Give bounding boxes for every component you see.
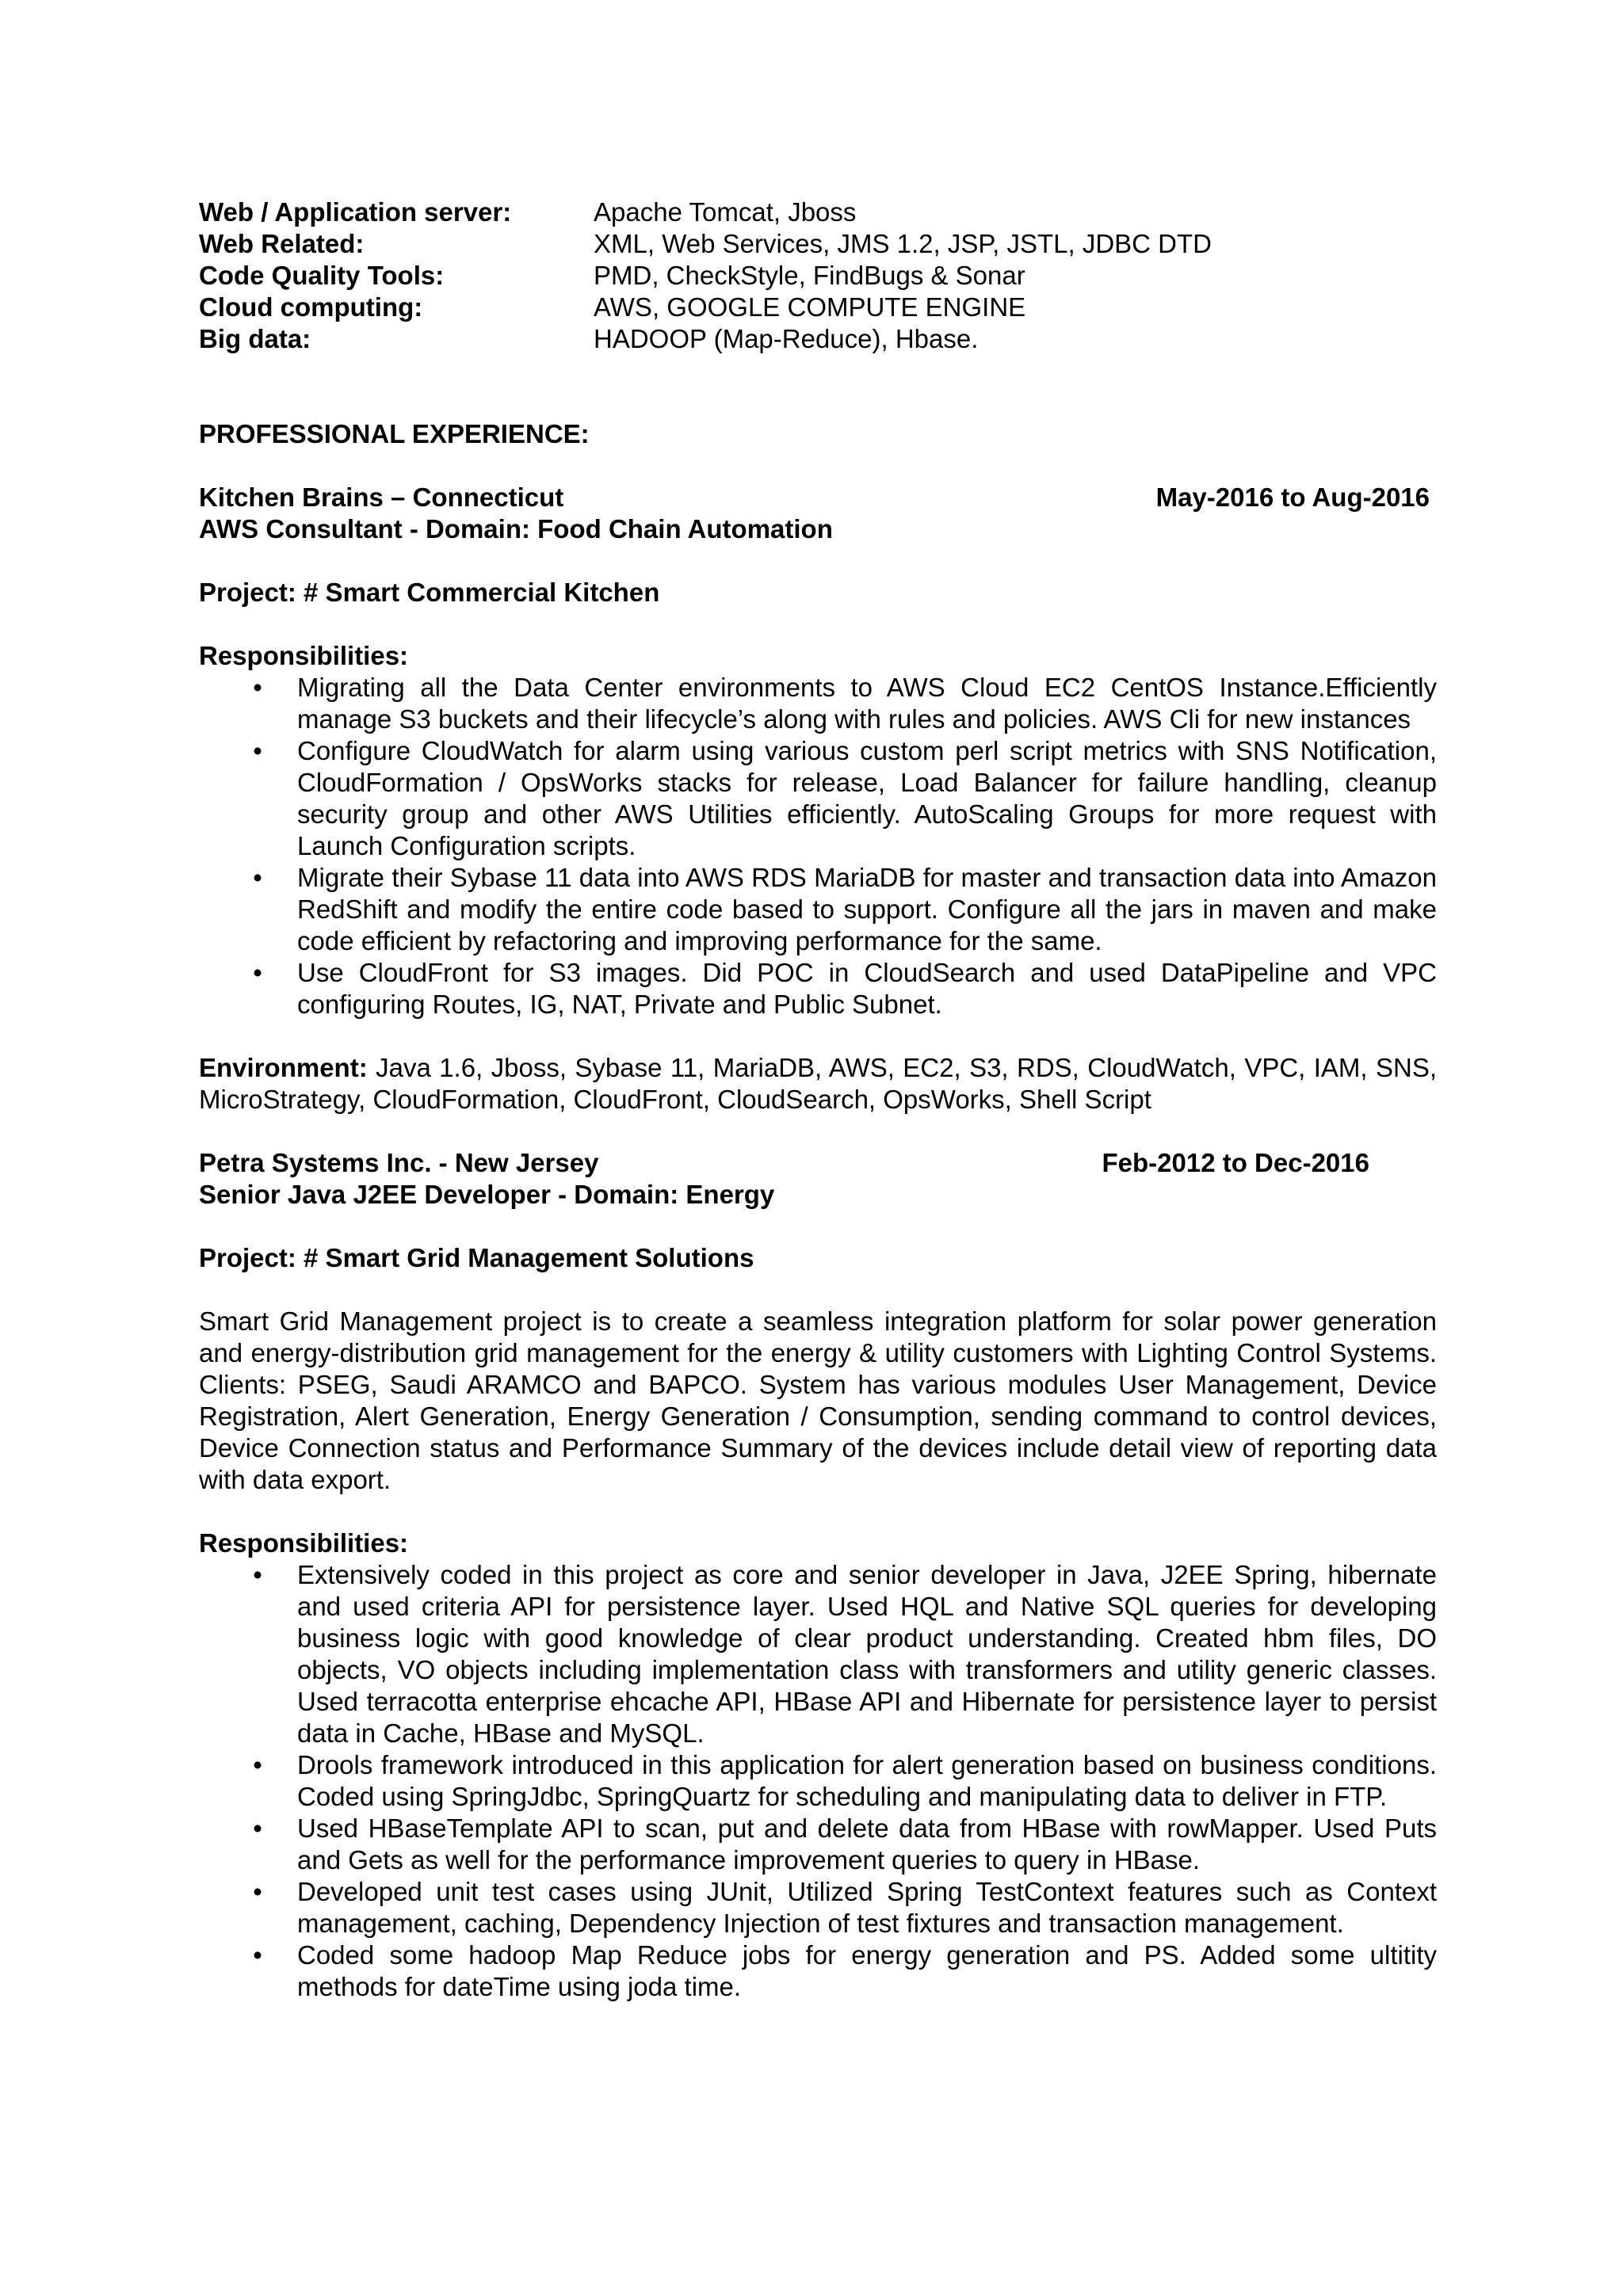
job-dates: May-2016 to Aug-2016 [1155, 482, 1430, 512]
list-item [199, 735, 1437, 862]
list-item-text: Developed unit test cases using JUnit, Utilized Spring TestContext features such as Context management, caching, Dependency Injection of test fixtures and transaction management. [297, 1877, 1437, 1938]
responsibilities-title: Responsibilities: [199, 641, 409, 670]
bullet-icon: • [253, 863, 262, 892]
bullet-icon: • [253, 736, 262, 765]
bullet-icon: • [253, 1560, 262, 1589]
list-item [199, 672, 1437, 735]
environment-paragraph [199, 1052, 1437, 1116]
skill-value: HADOOP (Map-Reduce), Hbase. [594, 324, 979, 353]
job-header [199, 1147, 1437, 1179]
company-name: Kitchen Brains – Connecticut [199, 482, 564, 512]
list-item [199, 957, 1437, 1020]
skill-label: Web / Application server: [199, 197, 512, 227]
bullet-icon: • [253, 1940, 262, 1970]
list-item-text: Drools framework introduced in this application for alert generation based on business conditions. Coded using SpringJdbc, SpringQuartz for scheduling and manipulating data to deliver in FTP. [297, 1750, 1437, 1811]
project-title: Project: # Smart Commercial Kitchen [199, 578, 660, 607]
skill-value: PMD, CheckStyle, FindBugs & Sonar [594, 261, 1025, 290]
skill-label: Big data: [199, 324, 311, 353]
bullet-icon: • [253, 1750, 262, 1779]
section-title: PROFESSIONAL EXPERIENCE: [199, 419, 590, 448]
bullet-icon: • [253, 673, 262, 702]
skill-label: Cloud computing: [199, 292, 423, 322]
list-item [199, 1939, 1437, 2003]
skills-table [199, 196, 1437, 355]
list-item-text: Migrate their Sybase 11 data into AWS RDS MariaDB for master and transaction data into Amazon RedShift and modify the entire code based to support. Configure all the jars in maven and make code efficient by refactoring and improving performance for the same. [297, 863, 1437, 955]
bullet-icon: • [253, 1877, 262, 1906]
skill-value: AWS, GOOGLE COMPUTE ENGINE [594, 292, 1026, 322]
skill-value: Apache Tomcat, Jboss [594, 197, 857, 227]
job-dates: Feb-2012 to Dec-2016 [1102, 1148, 1369, 1177]
list-item-text: Used HBaseTemplate API to scan, put and delete data from HBase with rowMapper. Used Puts and Gets as well for the performance improvement queries to query in HBase. [297, 1814, 1437, 1875]
list-item [199, 1876, 1437, 1939]
environment-label: Environment: [199, 1053, 368, 1082]
company-name: Petra Systems Inc. - New Jersey [199, 1148, 599, 1177]
job-role: AWS Consultant - Domain: Food Chain Automation [199, 514, 833, 543]
skill-value: XML, Web Services, JMS 1.2, JSP, JSTL, JDBC DTD [594, 229, 1212, 258]
responsibilities-list [199, 672, 1437, 1020]
responsibilities-list [199, 1559, 1437, 2003]
skill-label: Code Quality Tools: [199, 261, 445, 290]
project-title: Project: # Smart Grid Management Solutions [199, 1243, 754, 1272]
list-item-text: Extensively coded in this project as core and senior developer in Java, J2EE Spring, hibernate and used criteria API for persistence layer. Used HQL and Native SQL queries for developing business logic with good knowledge of clear product understanding. Created hbm files, DO objects, VO objects including implementation class with transformers and utility generic classes. Used terracotta enterprise ehcache API, HBase API and Hibernate for persistence layer to persist data in Cache, HBase and MySQL. [297, 1560, 1437, 1748]
list-item [199, 862, 1437, 957]
list-item [199, 1813, 1437, 1876]
bullet-icon: • [253, 1814, 262, 1843]
list-item-text: Configure CloudWatch for alarm using various custom perl script metrics with SNS Notification, CloudFormation / OpsWorks stacks for release, Load Balancer for failure handling, cleanup security group and other AWS Utilities efficiently. AutoScaling Groups for more request with Launch Configuration scripts. [297, 736, 1437, 860]
environment-value: Java 1.6, Jboss, Sybase 11, MariaDB, AWS, EC2, S3, RDS, CloudWatch, VPC, IAM, SNS, MicroStrategy, CloudFormation, CloudFront, CloudSearch, OpsWorks, Shell Script [199, 1053, 1437, 1114]
resume-page [199, 196, 1437, 2003]
bullet-icon: • [253, 958, 262, 987]
list-item-text: Coded some hadoop Map Reduce jobs for energy generation and PS. Added some ultitity methods for dateTime using joda time. [297, 1940, 1437, 2001]
responsibilities-title: Responsibilities: [199, 1528, 409, 1558]
list-item [199, 1749, 1437, 1813]
list-item [199, 1559, 1437, 1749]
job-role: Senior Java J2EE Developer - Domain: Energy [199, 1180, 775, 1209]
project-description: Smart Grid Management project is to create a seamless integration platform for solar power generation and energy-distribution grid management for the energy & utility customers with Lighting Control Systems. Clients: PSEG, Saudi ARAMCO and BAPCO. System has various modules User Management, Device Registration, Alert Generation, Energy Generation / Consumption, sending command to control devices, Device Connection status and Performance Summary of the devices include detail view of reporting data with data export. [199, 1306, 1437, 1494]
list-item-text: Migrating all the Data Center environments to AWS Cloud EC2 CentOS Instance.Efficiently manage S3 buckets and their lifecycle’s along with rules and policies. AWS Cli for new instances [297, 673, 1437, 734]
list-item-text: Use CloudFront for S3 images. Did POC in CloudSearch and used DataPipeline and VPC configuring Routes, IG, NAT, Private and Public Subnet. [297, 958, 1437, 1019]
skill-label: Web Related: [199, 229, 365, 258]
job-header [199, 482, 1437, 513]
